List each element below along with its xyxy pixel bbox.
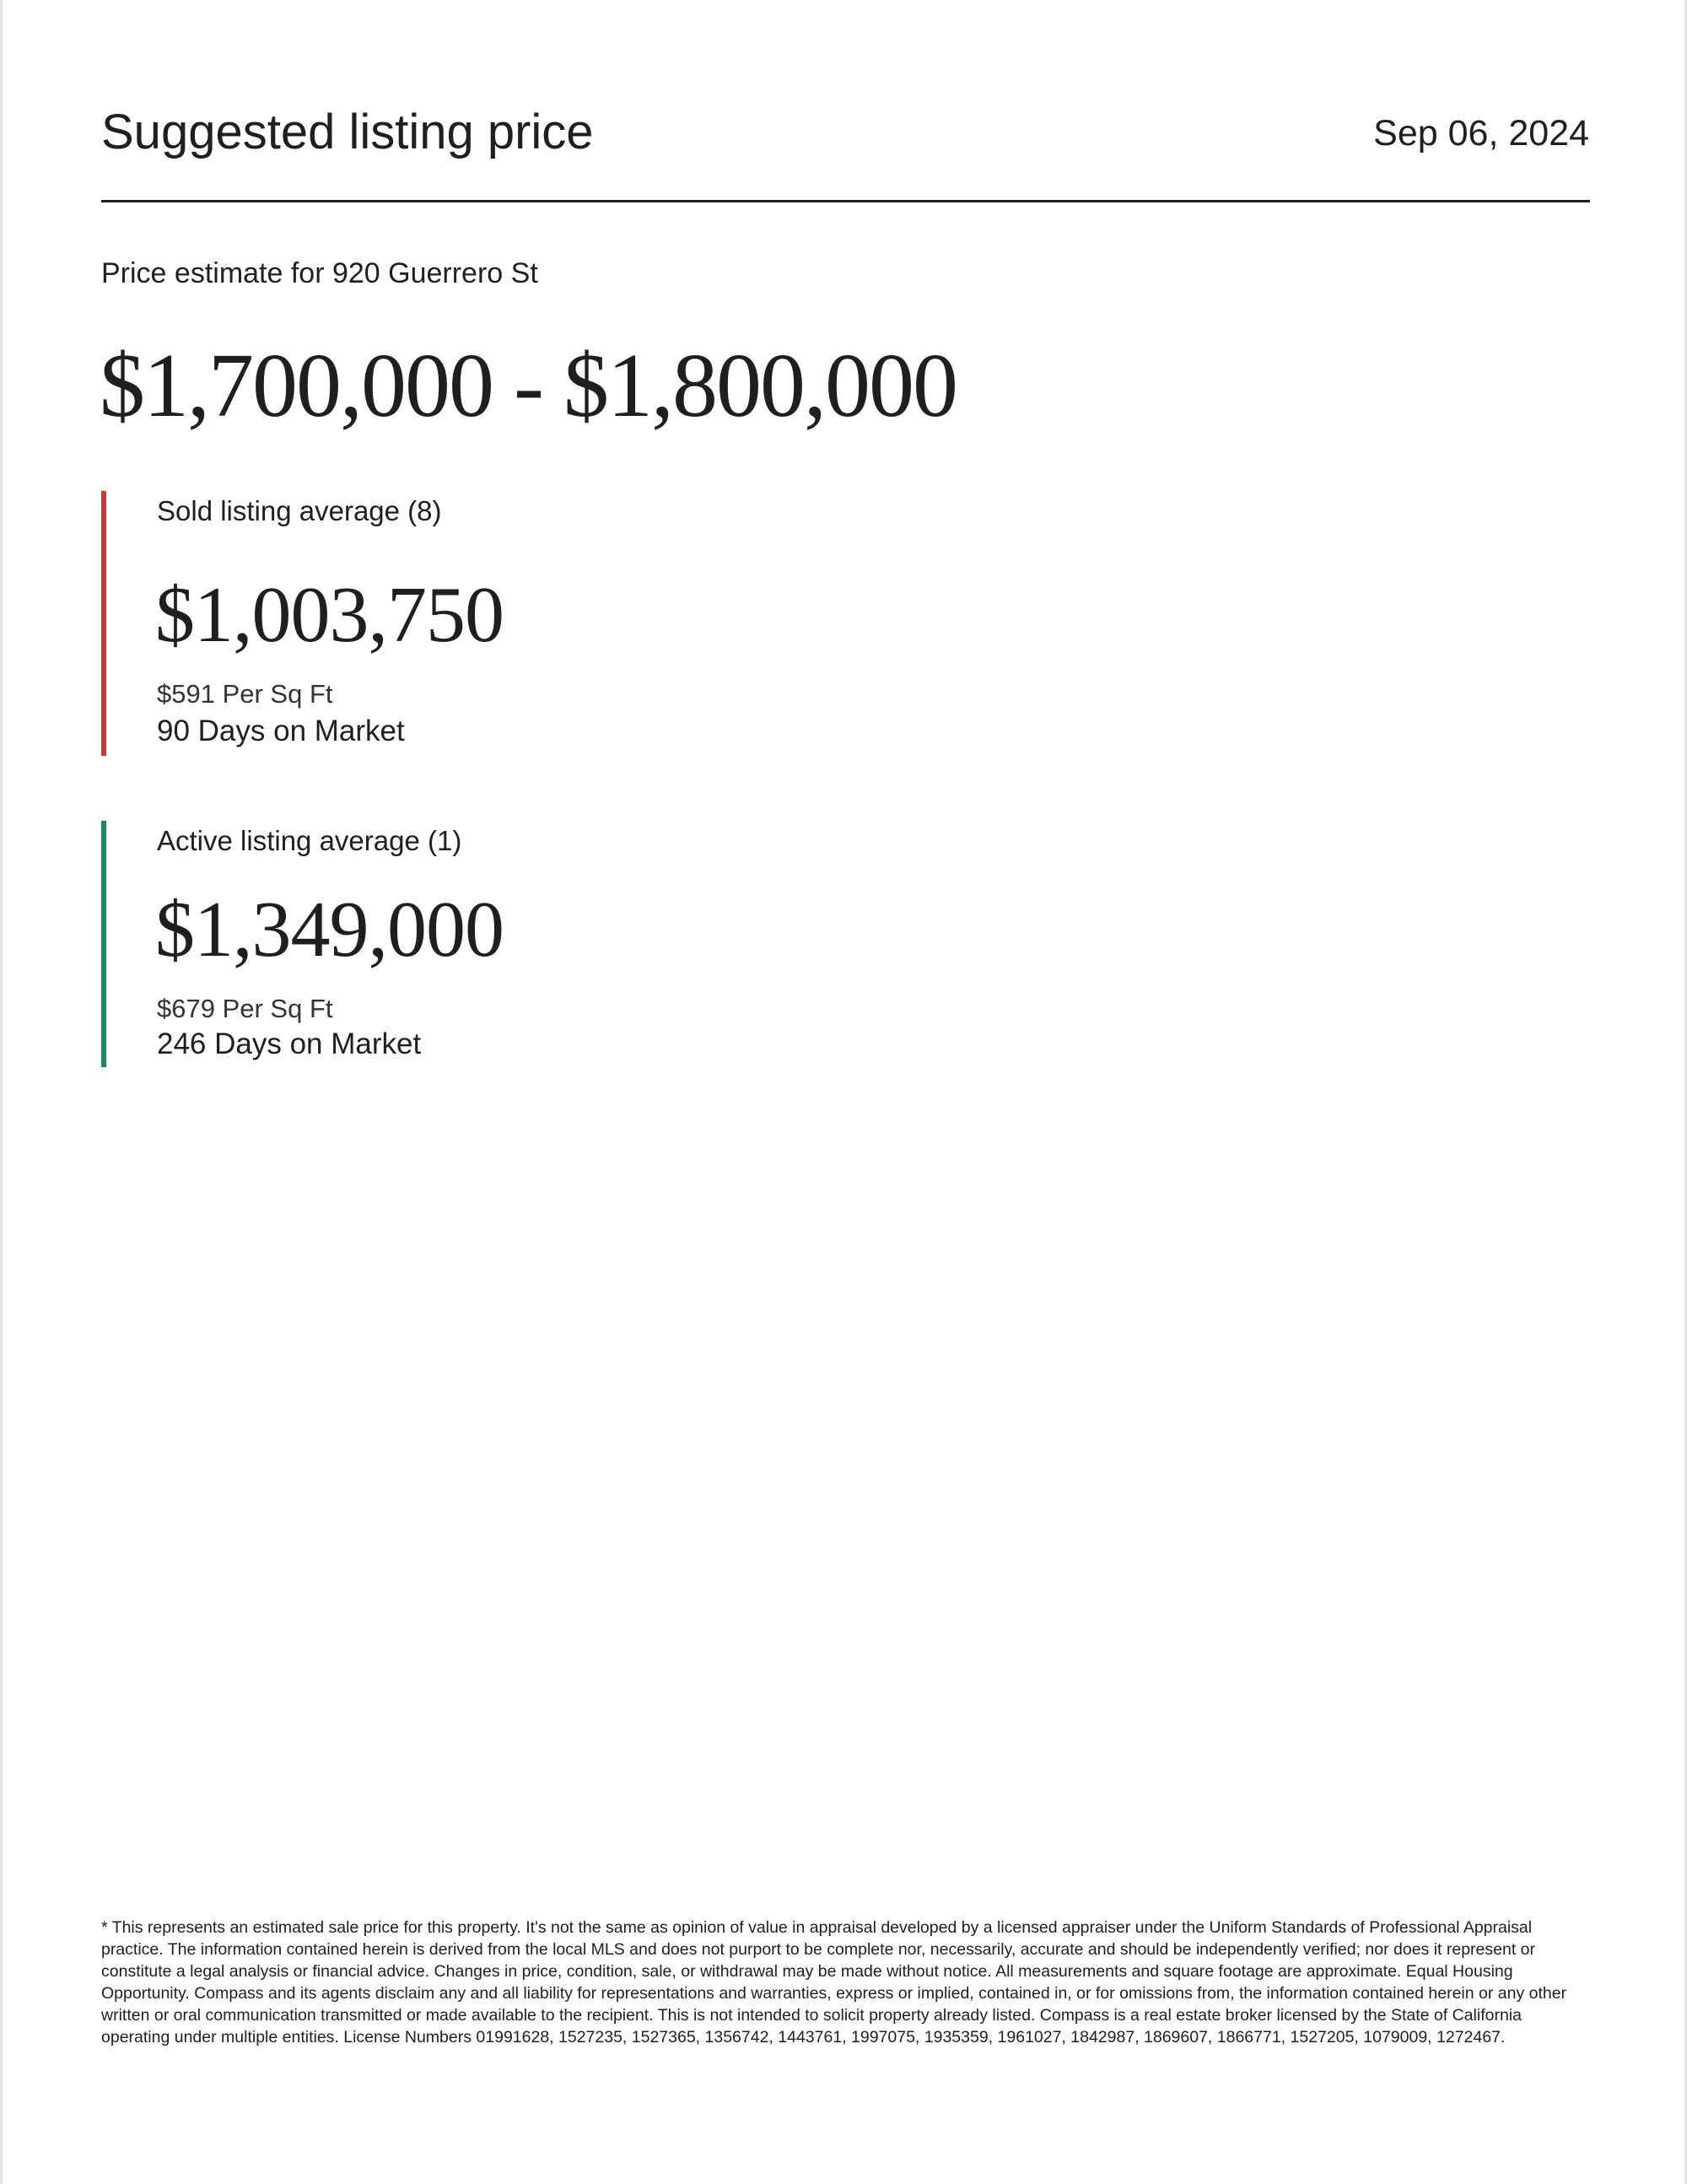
active-listing-title: Active listing average (1) [157, 825, 462, 856]
active-price-per-sqft: $679 Per Sq Ft [157, 994, 333, 1023]
header-divider [101, 200, 1590, 202]
active-listing-card [101, 821, 860, 1067]
sold-listing-card [101, 491, 860, 756]
active-listing-price: $1,349,000 [155, 886, 504, 973]
sold-accent-bar [101, 491, 106, 756]
report-date: Sep 06, 2024 [1373, 113, 1589, 154]
price-estimate-range: $1,700,000 - $1,800,000 [100, 336, 957, 436]
sold-listing-title: Sold listing average (8) [157, 495, 442, 526]
active-days-on-market: 246 Days on Market [157, 1027, 422, 1060]
sold-price-per-sqft: $591 Per Sq Ft [157, 679, 333, 709]
active-accent-bar [101, 821, 106, 1067]
sold-days-on-market: 90 Days on Market [157, 715, 405, 747]
disclaimer-text: * This represents an estimated sale price for this property. It's not the same as opinion of value in appraisal developed by a licensed appraiser under the Uniform Standards of Professional Appraisal practice. The information contained herein is derived from the local MLS and does not purport to be complete nor, necessarily, accurate and should be independently verified; nor does it represent or constitute a legal analysis or financial advice. Changes in price, condition, sale, or withdrawal may be made without notice. All measurements and square footage are approximate. Equal Housing Opportunity. Compass and its agents disclaim any and all liability for representations and warranties, express or implied, contained in, or for omissions from, the information contained herein or any other written or oral communication transmitted or made available to the recipient. This is not intended to solicit property already listed. Compass is a real estate broker licensed by the State of California operating under multiple entities. License Numbers 01991628, 1527235, 1527365, 1356742, 1443761, 1997075, 1935359, 1961027, 1842987, 1869607, 1866771, 1527205, 1079009, 1272467. [101, 1918, 1567, 2046]
sold-listing-price: $1,003,750 [155, 571, 504, 659]
page-title: Suggested listing price [101, 105, 594, 159]
price-estimate-label: Price estimate for 920 Guerrero St [101, 257, 538, 289]
